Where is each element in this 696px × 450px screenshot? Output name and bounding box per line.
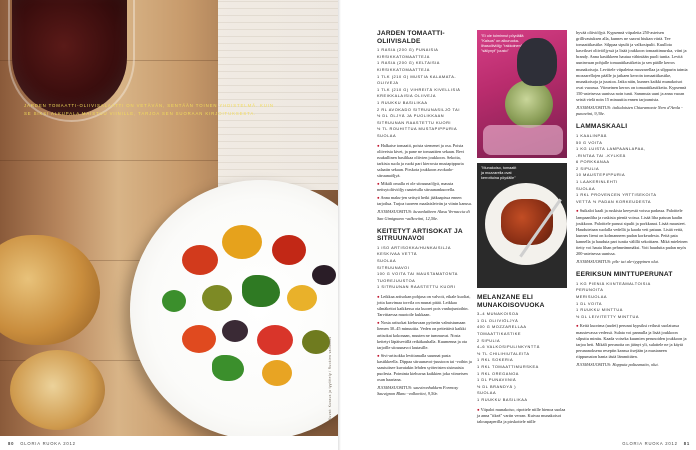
footer-title: GLORIA RUOKA 2012 xyxy=(622,441,678,446)
ingredient-list: 1 ISO ARTISOKKA/HUNKAISILJA KESKIVAA VETTÄ SUOLAA SITRUUNAVOI 100 G VOITA TAI MAUSTAMATONTA TUOREJUUSTOA 1 SITRUUNAN RAASTETTU KUORI xyxy=(377,244,458,290)
bread-slice xyxy=(10,350,105,430)
drink-suggestion: JUOMASUOSITUS: sauvieonhakkem Formosy Sauvignon Blanc -valkoviini, 9,50e. xyxy=(377,385,459,397)
drink-suggestion: JUOMASUOSITUS: kuvanlaiheen Alasu Vernaccia di San Gimignano -valkoviini, 12,50e. xyxy=(377,209,470,221)
page-number: 80 xyxy=(8,441,15,446)
ingredient-list: 1 KAALINPÄÄ 50 G VOITA 1 KG LUISTA LAMPAANLAPAA, -RINTAA TAI -KYLKEÄ 6 PORKKANAA 2 SIPULIA 10 MAUSTEPIPPURIA 1 LAAKERINLEHTI SUOLAA 1 RKL PROVENCEN YRTTISEKOITA VETTÄ ½ PADAN KORKEUDESTA xyxy=(576,132,657,204)
footer-right xyxy=(610,437,690,450)
ingredient-list: 1 KG PIENIÄ KIINTEÄMALTOISIA PERUNOITA MERISUOLAA 1 DL VOITA 1 RUUKKU MINTTUA ½ DL LEIVITETTY MINTTUA xyxy=(576,280,651,319)
recipe-body: ● Halkaise tomaatit, poista siemenet ja osa. Poista oliiveista kivet, ja pane ne tomaattien sekaan. Revi ruukullinen basilikaa oliivien joukkoon. Sekoita, tarkista suola ja ruoki pari kierrosta mustapippuria salaatin sekaan. Pirskota joukkoon avokado-sitruunaöljyä. xyxy=(377,142,465,178)
tomato-olive-salad xyxy=(162,205,338,400)
recipe-body: ● Sivi-artisokka levittamalla suunnat pasta kastikkeella. Dippaa sitruunavoi-juustoon tai -voihin ja saastuitsee kuvatakin lehden syöteristen sisimaista puolesta. Poiminta kiehuvaa kaikkien joka viimeisen osan haariana. xyxy=(377,352,472,383)
drink-suggestion: JUOMASUOSITUS: italialaisten Chiaramonte Nero d'Avola -punaviini, 9,30e. xyxy=(576,105,683,117)
recipe-body: ● Viipaloi munakoiso, ripottele niille hienoa suolaa ja anna "itkeä" vartin verran. Kuivaa munakoisot talouspaperilla ja pirskottele niille xyxy=(477,406,566,424)
ingredient-list: 3–4 MUNAKOISOA 1 DL OLIIVIÖLJYÄ 400 G MOZZARELLAA TOMAATTIKASTIKE 2 SIPULIA 4–6 VALKOSIPULINKYNTTÄ ½ TL CHILIHIUTALEITA 1 RKL SOKERIA 1 RKL TOMAATTIMURSKEA 1 RKL OREGANOA 1 DL PUNAVIINIÄ ½ DL BRANDYÄ ) SUOLAA 1 RUUKKU BASILIKAA xyxy=(477,311,540,402)
recipe-body: ● Suikaloi kaali ja ruskista keeyestä voissa padassa. Paloittele lampaanliha ja ruskista pieniä voissa. Lisää liha patuun kaalin joukkoon. Paloittele paruut sipulit ja porkkanat. Lisää mausteet. Haudutetaan suolalla vedellä ja kaada veti patuun. Lisää vettä, kunnes liemi on kolmanneen padan korkeudesta. Peitä pata kannella ja haudutа pari tuntia välillä sekoittaen. Mikä mieleinen tietty voi hauta lihan pehmeämmäksi. Voit haudutta padan myös 200-asteisessa uunissa. xyxy=(576,208,688,257)
recipe-title: EERIKSUN MINTTUPERUNAT xyxy=(576,271,673,279)
photo-caption: JARDEN TOMAATTI-OLIIVISALAATTI ON VETÄVÄN, SENTÄÄN TOINEN YHDISTELMÄ. KUIN SE SIKSI ALKUPALA MAISTUU VIINILLE, TARJOA SEN SUORAAN KIRJOITUKSESTA. xyxy=(24,103,274,116)
eggplant-photo xyxy=(477,163,567,288)
photo-caption: "Ei ole toiminnut pöydällä "Kaisus" on alkuruoka- lihasoliiviöljy "rakkoinen" "säilynyt" juusto" xyxy=(481,34,524,53)
photo-credit: Kuvat: Kuvaus ja tyylittely / Ruokien valmistus xyxy=(328,336,332,420)
recipe-body: ● Leikkaa artisokan pohjasa on valvoit, eikale kuoliat, jotta kasvimaa torvila on munat pitää. Leikkaa silmäkeitot kaikkessa ota kuoret pois vanhojuntoihin. Tarvittaessa muotoile kukkaan. xyxy=(377,293,471,318)
food-photo xyxy=(0,0,338,436)
drink-suggestion: JUOMASUOSITUS: Happuia paltusmaito, olut. xyxy=(576,362,659,367)
column-1 xyxy=(377,30,472,403)
photo-caption: "Munakoiso, tomaatit ja mozzarella ovat kerrottuina pöydälle" xyxy=(481,166,517,180)
column-2 xyxy=(477,294,569,427)
recipe-title: LAMMASKAALI xyxy=(576,123,628,131)
artichoke-photo xyxy=(477,30,567,158)
recipe-body: hyvää oliiviöljyä. Kypsennä viipaleita 250-asteisen grillivastuksen alla, kunnes ne saavat hiukan väriä. Tee tomaattikastike. Silppaa sipulit ja valkosipulit. Kuullota kasvikset oliiviöljyssä ja lisää joukkoon tomaattimurska, viini ja brandy. Anna kastikkeen hautua vähintään puoli tuntia. Levitä uuninvuan pohjalle tomaattikastiketta ja sen päälle kerros munakoisoja. Levittele viipaleina mozzarellaa ja silppurin taimia mozzarellojen päälle ja jatkaen kerroin tomaattikastike, munakoisoja ja juustoa. Jatka näin, kunnes kaikki munakoisot ovat vuoassa. Viimeinen kerros on tomaattikastiketta. Kypsennä 150-asteisessa uunissa noin tunti. Sammuta uuni ja anna vuoan seistä vielä noin 15 minuuttia ennen tarjoamista. xyxy=(576,30,688,103)
page-number: 81 xyxy=(683,441,690,446)
recipe-body: ● Anna maku-jen seitsyä hetki jääkaapissa ennen tarjoilua. Tarjoa tuoreen maalaisleivän ja viinin kanssa. xyxy=(377,195,472,207)
footer-left xyxy=(8,437,76,450)
linen-cloth xyxy=(218,0,338,190)
recipe-title: JARDEN TOMAATTI-OLIIVISALDE xyxy=(377,30,445,45)
drink-suggestion: JUOMASUOSITUS: pils- tai ale-tyyppinen olut. xyxy=(576,259,659,265)
bread-slice xyxy=(0,235,100,345)
page-gutter xyxy=(338,0,341,450)
recipe-body: ● Keitä kuorima (uudet) perunat kypsiksi reilusti suolatussa maustevassa vedessä. Sulata voi pannulla ja lisää joukkoon silputtu minttu. Kaada voiseka kuumien perunoiden joukkoon ja tarjoa heti. Mikäli perunoita on jäänyt yli, sulattele ne ja käytä perunanoksena reseptin kanssa itsejään ja mustaneen riippumaton hanta iästä lämmittäen. xyxy=(576,323,687,359)
ingredient-list: 1 RASIA (200 G) PUNAISIA KIRSIKKATOMAATTEJA 1 RASIA (200 G) KELTAISIA KIRSIKKATOMAATTEJA 1 TLK (210 G) MUSTIA KALAMATA- OLIIVEJA 1 TLK (210 G) VIHREITÄ KIVELLISIÄ KREIKKALAISIA OLIIVEJA 1 RUUKKU BASILIKAA 2 RL AVOKADO SITRUUNASILJÖ TAI ½ DL ÖLJYÄ JA PUOLIKKAAN SITRUUNAN RAASTETTU KUORI ½ TL ROUHITTUA MUSTAPIPPURIA SUOLAA xyxy=(377,47,461,138)
recipe-title: KEITETYT ARTISOKAT JA SITRUUNAVOI xyxy=(377,227,463,243)
recipe-body: ● Nosta artisokat kiehuvaan pyöreän valmistumaan liemen 30–45 minuuttia. Veden on peitettävä kaikki artisokat kokonaan, muuten ne tummuvat. Nosta keitetyt läpäisevällä reikäkauhalla. Kuumenna ja ota tarjoille sitruunavoi lautasille. xyxy=(377,320,467,350)
column-3 xyxy=(576,30,688,374)
footer-title: GLORIA RUOKA 2012 xyxy=(20,441,76,446)
recipe-body: ● Mikäli omalla et ole sitruunaöljyä, maustа neitsytoliiviöljy raastetulla sitruunankuorella. xyxy=(377,181,456,193)
recipe-title: MELANZANE ELI MUNAKOISOVUOKA xyxy=(477,294,545,309)
